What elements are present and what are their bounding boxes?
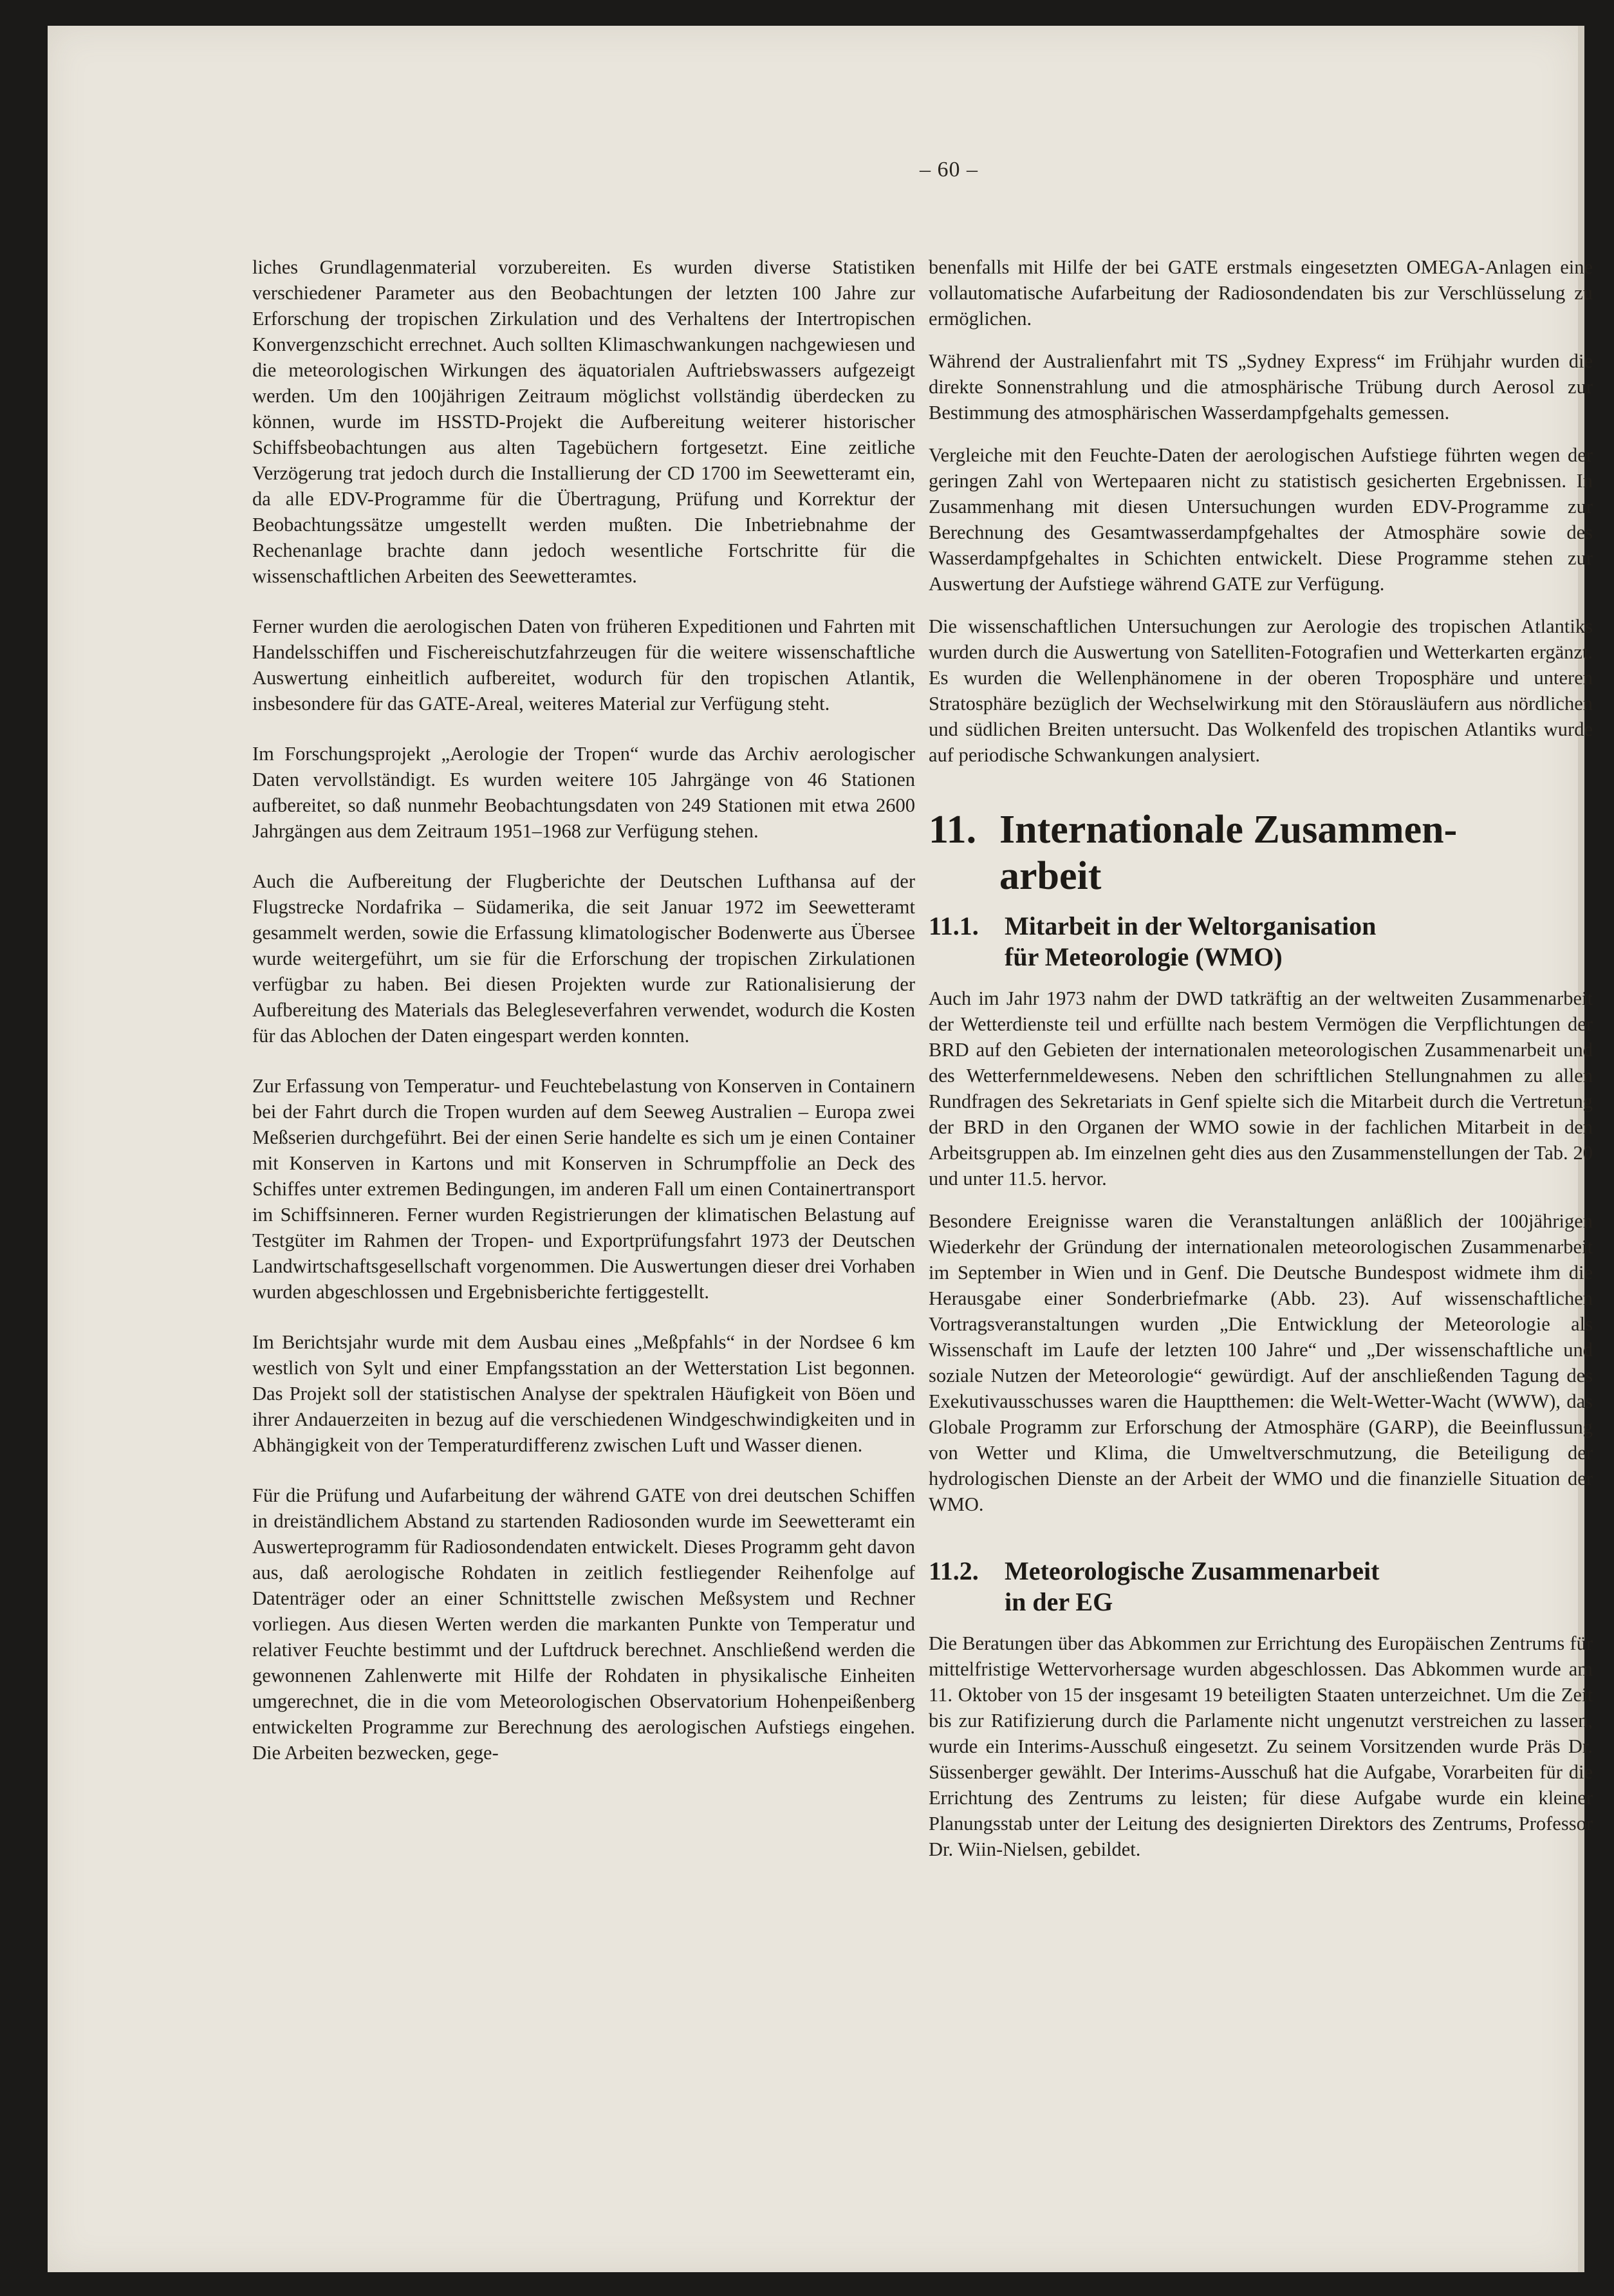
paragraph: Während der Australienfahrt mit TS „Sydney Express“ im Frühjahr wurden die direkte Sonnenstrahlung und die atmosphärische Trübung durch Aerosol zur Bestimmung des atmosphärischen Wasserdampfgehalts gemessen. xyxy=(929,350,1593,424)
chapter-heading xyxy=(929,807,1593,899)
paragraph: Ferner wurden die aerologischen Daten von früheren Expeditionen und Fahrten mit Handelsschiffen und Fischereischutzfahrzeugen für die weitere wissenschaftliche Auswertung einheitlich aufbereitet, wodurch für den tropischen Atlantik, insbesondere für das GATE-Areal, weiteres Material zur Verfügung steht. xyxy=(252,615,915,714)
page-number: – 60 – xyxy=(920,158,978,182)
section-title-line1: Meteorologische Zusammenarbeit xyxy=(1005,1556,1380,1585)
chapter-number: 11. xyxy=(929,808,977,852)
paragraph: benenfalls mit Hilfe der bei GATE erstmals eingesetzten OMEGA-Anlagen eine vollautomatische Aufarbeitung der Radiosondendaten bis zur Verschlüsselung zu ermöglichen. xyxy=(929,256,1593,330)
paragraph: Im Berichtsjahr wurde mit dem Ausbau eines „Meßpfahls“ in der Nordsee 6 km westlich von Sylt und einer Empfangsstation an der Wetterstation List begonnen. Das Projekt soll der statistischen Analyse der spektralen Häufigkeit von Böen und ihrer Andauerzeiten in bezug auf die verschiedenen Windgeschwindigkeiten und in Abhängigkeit von der Temperaturdifferenz zwischen Luft und Wasser dienen. xyxy=(252,1331,915,1456)
section-number: 11.1. xyxy=(929,911,979,940)
paragraph: Im Forschungsprojekt „Aerologie der Tropen“ wurde das Archiv aerologischer Daten vervollständigt. Es wurden weitere 105 Jahrgänge von 46 Stationen aufbereitet, so daß nunmehr Beobachtungsdaten von 249 Stationen mit etwa 2600 Jahrgängen aus dem Zeitraum 1951–1968 zur Verfügung stehen. xyxy=(252,743,915,842)
paragraph: Vergleiche mit den Feuchte-Daten der aerologischen Aufstiege führten wegen der geringen Zahl von Wertepaaren nicht zu statistisch gesicherten Ergebnissen. In Zusammenhang mit diesen Untersuchungen wurden EDV-Programme zur Berechnung des Gesamtwasserdampfgehaltes der Atmosphäre sowie des Wasserdampfgehaltes in Schichten entwickelt. Diese Programme stehen zur Auswertung der Aufstiege während GATE zur Verfügung. xyxy=(929,444,1593,595)
paragraph: Auch die Aufbereitung der Flugberichte der Deutschen Lufthansa auf der Flugstrecke Nordafrika – Südamerika, die seit Januar 1972 im Seewetteramt gesammelt werden, sowie die Erfassung klimatologischer Bodenwerte aus Übersee wurde weitergeführt, um sie für die Erforschung der tropischen Zirkulationen verfügbar zu haben. Bei diesen Projekten wurde zur Rationalisierung der Aufbereitung des Materials das Belegleseverfahren verwendet, wodurch die Kosten für das Ablochen der Daten eingespart werden konnten. xyxy=(252,870,915,1047)
paragraph: Die wissenschaftlichen Untersuchungen zur Aerologie des tropischen Atlantiks wurden durch die Auswertung von Satelliten-Fotografien und Wetterkarten ergänzt. Es wurden die Wellenphänomene in der oberen Troposphäre und unteren Stratosphäre bezüglich der Wechselwirkung mit den Störausläufern aus nördlichen und südlichen Breiten untersucht. Das Wolkenfeld des tropischen Atlantiks wurde auf periodische Schwankungen analysiert. xyxy=(929,615,1593,766)
section-heading-11-2 xyxy=(929,1556,1593,1618)
paragraph: Für die Prüfung und Aufarbeitung der während GATE von drei deutschen Schiffen in dreiständlichem Abstand zu startenden Radiosonden wurde im Seewetteramt ein Auswerteprogramm für Radiosondendaten entwickelt. Dieses Programm geht davon aus, daß aerologische Rohdaten in zeitlich festliegender Reihenfolge auf Datenträger oder an einer Schnittstelle zwischen Meßsystem und Rechner vorliegen. Aus diesen Werten werden die markanten Punkte von Temperatur und relativer Feuchte bestimmt und der Luftdruck berechnet. Anschließend werden die gewonnenen Zahlenwerte mit Hilfe der Rohdaten in physikalische Einheiten umgerechnet, die in die vom Meteorologischen Observatorium Hohenpeißenberg entwickelten Programme zur Berechnung des aerologischen Aufstiegs eingehen. Die Arbeiten bezwecken, gege- xyxy=(252,1484,915,1764)
paragraph: Auch im Jahr 1973 nahm der DWD tatkräftig an der weltweiten Zusammenarbeit der Wetterdienste teil und erfüllte nach bestem Vermögen die Verpflichtungen der BRD auf den Gebieten der internationalen meteorologischen Zusammenarbeit und des Wetterfernmeldewesens. Neben den schriftlichen Stellungnahmen zu allen Rundfragen des Sekretariats in Genf spielte sich die Mitarbeit durch die Vertretung der BRD in den Organen der WMO sowie in der fachlichen Mitarbeit in den Arbeitsgruppen ab. Im einzelnen geht dies aus den Zusammenstellungen der Tab. 20 und unter 11.5. hervor. xyxy=(929,987,1593,1190)
section-number: 11.2. xyxy=(929,1556,979,1585)
chapter-title-line1: Internationale Zusammen- xyxy=(999,808,1458,852)
document-page xyxy=(48,26,1593,2272)
section-title-line2: in der EG xyxy=(1005,1587,1113,1616)
paragraph: Die Beratungen über das Abkommen zur Errichtung des Europäischen Zentrums für mittelfristige Wettervorhersage wurden abgeschlossen. Das Abkommen wurde am 11. Oktober von 15 der insgesamt 19 beteiligten Staaten unterzeichnet. Um die Zeit bis zur Ratifizierung durch die Parlamente nicht ungenutzt verstreichen zu lassen, wurde ein Interims-Ausschuß eingesetzt. Zu seinem Vorsitzenden wurde Präs Dr. Süssenberger gewählt. Der Interims-Ausschuß hat die Aufgabe, Vorarbeiten für die Errichtung des Zentrums zu leisten; für diese Aufgabe wurde ein kleiner Planungsstab unter der Leitung des designierten Direktors des Zentrums, Professor Dr. Wiin-Nielsen, gebildet. xyxy=(929,1632,1593,1860)
paragraph: Zur Erfassung von Temperatur- und Feuchtebelastung von Konserven in Containern bei der Fahrt durch die Tropen wurden auf dem Seeweg Australien – Europa zwei Meßserien durchgeführt. Bei der einen Serie handelte es sich um je einen Container mit Konserven in Kartons und mit Konserven in Schrumpffolie an Deck des Schiffes unter extremen Bedingungen, im anderen Fall um einen Containertransport im Schiffsinneren. Ferner wurden Registrierungen der klimatischen Belastung auf Testgüter im Rahmen der Tropen- und Exportprüfungsfahrt 1973 der Deutschen Landwirtschaftsgesellschaft vorgenommen. Die Auswertungen dieser drei Vorhaben wurden abgeschlossen und Ergebnisberichte fertiggestellt. xyxy=(252,1075,915,1303)
left-column xyxy=(252,254,915,1790)
chapter-title-line2: arbeit xyxy=(999,854,1102,898)
section-heading-11-1 xyxy=(929,911,1593,973)
section-title-line1: Mitarbeit in der Weltorganisation xyxy=(1005,911,1377,940)
paragraph: liches Grundlagenmaterial vorzubereiten. Es wurden diverse Statistiken verschiedener Parameter aus den Beobachtungen der letzten 100 Jahre zur Erforschung der tropischen Zirkulation und des Verhaltens der Intertropischen Konvergenzschicht errechnet. Auch sollten Klimaschwankungen nachgewiesen und die meteorologischen Wirkungen des äquatorialen Auftriebswassers aufgezeigt werden. Um den 100jährigen Zeitraum möglichst vollständig überdecken zu können, wurde im HSSTD-Projekt die Aufbereitung weiterer historischer Schiffsbeobachtungen aus alten Tagebüchern fortgesetzt. Eine zeitliche Verzögerung trat jedoch durch die Installierung der CD 1700 im Seewetteramt ein, da alle EDV-Programme für die Übertragung, Prüfung und Korrektur der Beobachtungssätze umgestellt werden mußten. Die Inbetriebnahme der Rechenanlage brachte dann jedoch wesentliche Fortschritte für die wissenschaftlichen Arbeiten des Seewetteramtes. xyxy=(252,256,915,587)
section-title-line2: für Meteorologie (WMO) xyxy=(1005,942,1283,971)
paragraph: Besondere Ereignisse waren die Veranstaltungen anläßlich der 100jährigen Wiederkehr der Gründung der internationalen meteorologischen Zusammenarbeit im September in Wien und in Genf. Die Deutsche Bundespost widmete ihm die Herausgabe einer Sonderbriefmarke (Abb. 23). Auf wissenschaftlichen Vortragsveranstaltungen wurden „Die Entwicklung der Meteorologie als Wissenschaft im Laufe der letzten 100 Jahre“ und „Der wissenschaftliche und soziale Nutzen der Meteorologie“ gewürdigt. Auf der anschließenden Tagung des Exekutivausschusses waren die Hauptthemen: die Welt-Wetter-Wacht (WWW), das Globale Programm zur Erforschung der Atmosphäre (GARP), die Beeinflussung von Wetter und Klima, die Umweltverschmutzung, die Beteiligung der hydrologischen Dienste an der Arbeit der WMO und die finanzielle Situation der WMO. xyxy=(929,1210,1593,1515)
right-column xyxy=(929,254,1593,1879)
